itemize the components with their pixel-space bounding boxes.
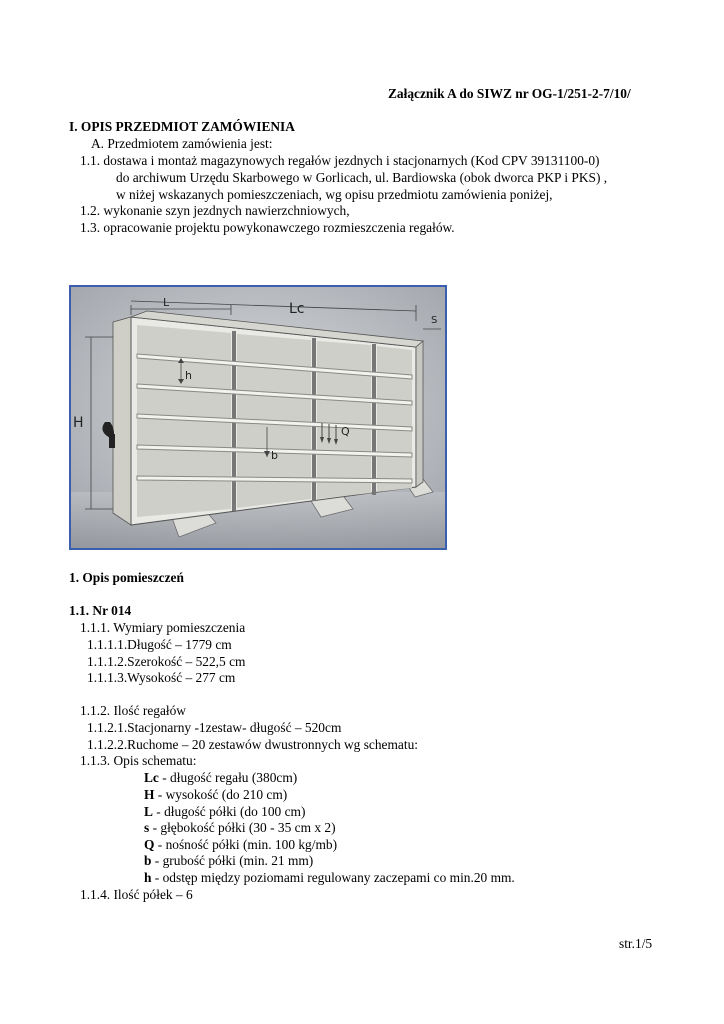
legend-item	[144, 837, 337, 853]
legend-item	[144, 770, 297, 786]
legend-item	[144, 820, 336, 836]
document-header: Załącznik A do SIWZ nr OG-1/251-2-7/10/	[388, 86, 631, 101]
label-h: h	[185, 369, 192, 382]
legend-text: - odstęp między poziomami regulowany zaczepami co min.20 mm.	[151, 870, 515, 885]
label-b: b	[271, 449, 278, 462]
legend-key: H	[144, 787, 155, 802]
stationary-shelves: 1.1.2.1.Stacjonarny -1zestaw- długość – 520cm	[87, 720, 342, 735]
schema-title: 1.1.3. Opis schematu:	[80, 753, 197, 768]
label-L: L	[163, 296, 170, 309]
legend-text: - grubość półki (min. 21 mm)	[151, 853, 314, 868]
label-H: H	[73, 415, 84, 431]
item-1-3: 1.3. opracowanie projektu powykonawczego rozmieszczenia regałów.	[80, 220, 455, 235]
rooms-heading: 1. Opis pomieszczeń	[69, 570, 184, 585]
mobile-shelves: 1.1.2.2.Ruchome – 20 zestawów dwustronnych wg schematu:	[87, 737, 418, 752]
label-S: S	[431, 315, 438, 326]
dimension-length: 1.1.1.1.Długość – 1779 cm	[87, 637, 232, 652]
legend-key: L	[144, 804, 153, 819]
shelving-diagram	[69, 285, 447, 550]
legend-text: - głębokość półki (30 - 35 cm x 2)	[149, 820, 336, 835]
legend-key: s	[144, 820, 150, 835]
shelf-count-title: 1.1.2. Ilość regałów	[80, 703, 186, 718]
legend-key: b	[144, 853, 152, 868]
legend-item	[144, 853, 313, 869]
shelf-count: 1.1.4. Ilość półek – 6	[80, 887, 193, 902]
dimension-width: 1.1.1.2.Szerokość – 522,5 cm	[87, 654, 246, 669]
legend-text: - wysokość (do 210 cm)	[154, 787, 288, 802]
dimension-height: 1.1.1.3.Wysokość – 277 cm	[87, 670, 236, 685]
legend-key: h	[144, 870, 152, 885]
intro-line: A. Przedmiotem zamówienia jest:	[91, 136, 273, 151]
legend-item	[144, 787, 287, 803]
page-number: str.1/5	[619, 936, 653, 951]
legend-key: Lc	[144, 770, 159, 785]
label-Q: Q	[341, 425, 350, 438]
legend-text: - nośność półki (min. 100 kg/mb)	[154, 837, 338, 852]
legend-text: - długość półki (do 100 cm)	[152, 804, 306, 819]
label-Lc: Lc	[289, 301, 305, 317]
item-1-1: 1.1. dostawa i montaż magazynowych regałów jezdnych i stacjonarnych (Kod CPV 39131100-0)	[80, 153, 600, 168]
item-1-1-cont-2: w niżej wskazanych pomieszczeniach, wg opisu przedmiotu zamówienia poniżej,	[116, 187, 553, 202]
legend-item	[144, 804, 305, 820]
legend-text: - długość regału (380cm)	[158, 770, 298, 785]
legend-item	[144, 870, 515, 886]
legend-key: Q	[144, 837, 155, 852]
item-1-1-cont-1: do archiwum Urzędu Skarbowego w Gorlicach, ul. Bardiowska (obok dworca PKP i PKS) ,	[116, 170, 608, 185]
dimensions-title: 1.1.1. Wymiary pomieszczenia	[80, 620, 246, 635]
section-title: I. OPIS PRZEDMIOT ZAMÓWIENIA	[69, 119, 295, 134]
item-1-2: 1.2. wykonanie szyn jezdnych nawierzchniowych,	[80, 203, 350, 218]
shelving-illustration	[71, 287, 445, 548]
room-title: 1.1. Nr 014	[69, 603, 132, 618]
